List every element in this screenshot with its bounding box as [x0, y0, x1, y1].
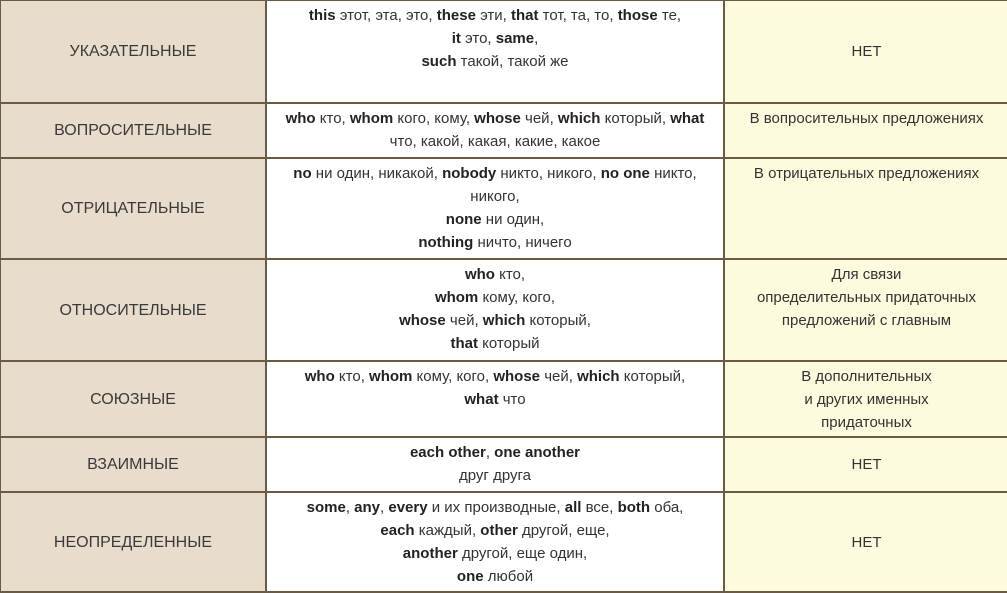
russian-translation: другой, еще, [517, 522, 610, 539]
russian-translation: это, [460, 30, 496, 47]
english-pronoun: each other [409, 444, 486, 461]
pronoun-type-cell: ОТНОСИТЕЛЬНЫЕ [0, 259, 266, 361]
example-line [267, 208, 723, 231]
english-pronoun: those [617, 7, 658, 24]
english-pronoun: all [564, 499, 582, 516]
russian-translation: который, [619, 368, 686, 385]
russian-translation: эти, [475, 7, 511, 24]
english-pronoun: whose [474, 110, 521, 127]
examples-cell [266, 158, 724, 259]
example-line [267, 464, 723, 487]
table-row [0, 158, 1007, 259]
russian-translation: чей, [445, 312, 483, 329]
english-pronoun: whose [399, 312, 446, 329]
russian-translation: тот, та, то, [538, 7, 618, 24]
usage-text: Для связи определительных придаточных предложений с главным [756, 266, 977, 329]
example-line [267, 309, 723, 332]
english-pronoun: what [670, 110, 705, 127]
example-line [267, 388, 723, 411]
example-line [267, 332, 723, 355]
english-pronoun: any [354, 499, 381, 516]
table-row [0, 103, 1007, 158]
example-line [267, 519, 723, 542]
table-row [0, 0, 1007, 103]
example-line [267, 50, 723, 73]
english-pronoun: nothing [418, 234, 474, 251]
russian-translation: такой, такой же [456, 53, 569, 70]
english-pronoun: whom [349, 110, 394, 127]
english-pronoun: none [445, 211, 482, 228]
example-line [267, 231, 723, 254]
russian-translation: , [485, 444, 495, 461]
english-pronoun: who [304, 368, 335, 385]
english-pronoun: what [464, 391, 499, 408]
example-line [267, 542, 723, 565]
russian-translation: любой [483, 568, 534, 585]
table-row [0, 437, 1007, 492]
usage-text: В вопросительных предложениях [749, 110, 984, 127]
table-row [0, 492, 1007, 592]
examples-cell [266, 437, 724, 492]
english-pronoun: which [557, 110, 601, 127]
english-pronoun: who [464, 266, 495, 283]
english-pronoun: no [293, 165, 312, 182]
example-line [267, 496, 723, 519]
english-pronoun: same [495, 30, 535, 47]
english-pronoun: which [482, 312, 526, 329]
pronoun-type-cell: НЕОПРЕДЕЛЕННЫЕ [0, 492, 266, 592]
russian-translation: , [380, 499, 389, 516]
example-line [267, 365, 723, 388]
example-line [267, 4, 723, 27]
russian-translation: , [345, 499, 355, 516]
english-pronoun: whom [369, 368, 413, 385]
pronoun-type-cell: СОЮЗНЫЕ [0, 361, 266, 437]
russian-translation: друг друга [459, 467, 531, 484]
english-pronoun: that [511, 7, 539, 24]
russian-translation: который [478, 335, 540, 352]
pronoun-type-cell: ВОПРОСИТЕЛЬНЫЕ [0, 103, 266, 158]
english-pronoun: other [480, 522, 518, 539]
english-pronoun: no one [600, 165, 650, 182]
russian-translation: который, [600, 110, 671, 127]
english-pronoun: both [617, 499, 651, 516]
usage-text: В дополнительных и других именных придаточных [801, 368, 932, 431]
english-pronoun: every [388, 499, 428, 516]
english-pronoun: such [421, 53, 457, 70]
russian-translation: кто, [334, 368, 370, 385]
english-pronoun: that [450, 335, 479, 352]
english-pronoun: who [285, 110, 316, 127]
usage-cell [724, 259, 1007, 361]
usage-cell [724, 158, 1007, 259]
russian-translation: чей, [520, 110, 558, 127]
russian-translation: кто, [315, 110, 350, 127]
russian-translation: другой, еще один, [457, 545, 588, 562]
russian-translation: чей, [540, 368, 578, 385]
english-pronoun: this [308, 7, 336, 24]
examples-cell [266, 492, 724, 592]
russian-translation: ничто, ничего [473, 234, 572, 251]
examples-cell [266, 103, 724, 158]
pronoun-type-cell: ВЗАИМНЫЕ [0, 437, 266, 492]
russian-translation: каждый, [414, 522, 481, 539]
usage-text: НЕТ [851, 533, 882, 551]
russian-translation: что [498, 391, 526, 408]
english-pronoun: one [456, 568, 484, 585]
english-pronoun: nobody [442, 165, 497, 182]
example-line [267, 185, 723, 208]
table-row [0, 361, 1007, 437]
examples-cell [266, 259, 724, 361]
russian-translation: никто, [649, 165, 697, 182]
example-line [267, 107, 723, 130]
russian-translation: этот, эта, это, [335, 7, 437, 24]
english-pronoun: these [436, 7, 476, 24]
examples-cell [266, 0, 724, 103]
english-pronoun: it [451, 30, 461, 47]
russian-translation: , [534, 30, 539, 47]
example-line [267, 162, 723, 185]
russian-translation: ни один, [481, 211, 545, 228]
english-pronoun: whose [493, 368, 541, 385]
example-line [267, 441, 723, 464]
english-pronoun: which [577, 368, 620, 385]
russian-translation: кто, [494, 266, 526, 283]
example-line [267, 130, 723, 153]
example-line [267, 27, 723, 50]
russian-translation: оба, [650, 499, 684, 516]
usage-cell [724, 361, 1007, 437]
usage-cell [724, 0, 1007, 103]
examples-cell [266, 361, 724, 437]
usage-text: НЕТ [851, 43, 882, 60]
russian-translation: те, [657, 7, 682, 24]
russian-translation: что, какой, какая, какие, какое [389, 133, 601, 150]
usage-cell [724, 437, 1007, 492]
russian-translation: никто, никого, [496, 165, 601, 182]
russian-translation: никого, [470, 188, 520, 205]
english-pronoun: whom [434, 289, 479, 306]
english-pronoun: some [306, 499, 346, 516]
usage-text: В отрицательных предложениях [753, 165, 980, 182]
example-line [267, 263, 723, 286]
table-row [0, 259, 1007, 361]
english-pronoun: each [380, 522, 415, 539]
russian-translation: кого, кому, [393, 110, 475, 127]
example-line [267, 286, 723, 309]
russian-translation: все, [581, 499, 618, 516]
english-pronoun: one another [494, 444, 581, 461]
russian-translation: который, [525, 312, 591, 329]
usage-cell [724, 103, 1007, 158]
russian-translation: кому, кого, [478, 289, 556, 306]
usage-text: НЕТ [851, 456, 882, 473]
russian-translation: ни один, никакой, [311, 165, 443, 182]
pronoun-type-cell: ОТРИЦАТЕЛЬНЫЕ [0, 158, 266, 259]
russian-translation: кому, кого, [412, 368, 494, 385]
example-line [267, 565, 723, 588]
pronoun-type-cell: УКАЗАТЕЛЬНЫЕ [0, 0, 266, 103]
usage-cell [724, 492, 1007, 592]
russian-translation: и их производные, [427, 499, 565, 516]
english-pronoun: another [402, 545, 458, 562]
